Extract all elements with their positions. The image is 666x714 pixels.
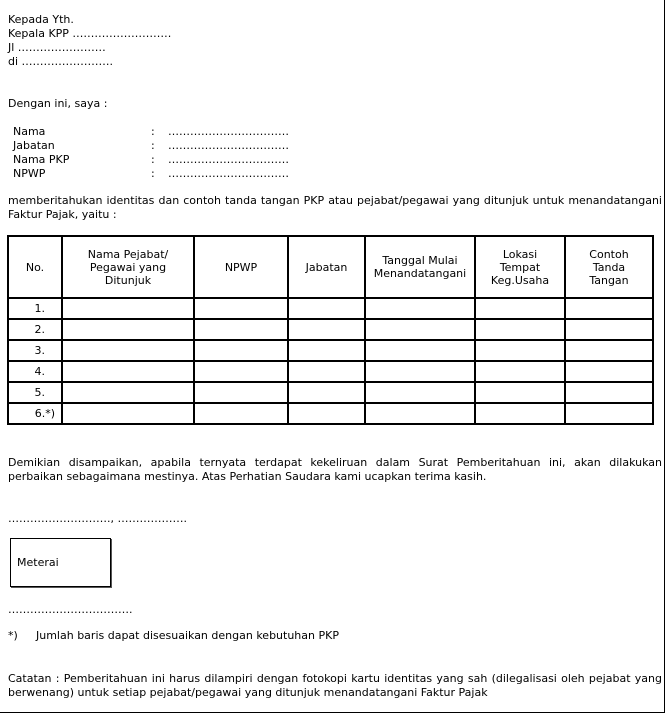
footnote-text: Jumlah baris dapat disesuaikan dengan kebutuhan PKP: [36, 629, 339, 642]
closing-paragraph: Demikian disampaikan, apabila ternyata terdapat kekeliruan dalam Surat Pemberitahuan ini, akan dilakukan perbaikan sebagaimana mestinya. Atas Perhatian Saudara kami ucapkan terima kasih.: [8, 456, 662, 483]
cell-name[interactable]: [62, 361, 194, 382]
cell-name[interactable]: [62, 382, 194, 403]
identity-value-position: ……………………………: [168, 139, 289, 152]
table-row: [8, 298, 653, 319]
cell-start-date[interactable]: [365, 319, 475, 340]
recipient-line-1: Kepada Yth.: [8, 13, 74, 26]
column-header-position: Jabatan: [288, 236, 365, 298]
cell-name[interactable]: [62, 403, 194, 424]
identity-label-name: Nama: [13, 125, 46, 138]
place-date-line: ………………………., ……………….: [8, 512, 187, 525]
cell-start-date[interactable]: [365, 340, 475, 361]
column-header-no: No.: [8, 236, 62, 298]
cell-location[interactable]: [475, 361, 565, 382]
cell-location[interactable]: [475, 319, 565, 340]
recipient-line-3: Jl ……………………: [8, 41, 106, 54]
cell-npwp[interactable]: [194, 340, 288, 361]
row-number: 1.: [8, 298, 62, 319]
table-header-row: [8, 236, 653, 298]
row-number: 5.: [8, 382, 62, 403]
recipient-line-4: di …………………….: [8, 55, 114, 68]
table-row: [8, 382, 653, 403]
cell-position[interactable]: [288, 403, 365, 424]
cell-npwp[interactable]: [194, 298, 288, 319]
cell-npwp[interactable]: [194, 382, 288, 403]
row-number: 2.: [8, 319, 62, 340]
cell-start-date[interactable]: [365, 361, 475, 382]
column-header-location: Lokasi Tempat Keg.Usaha: [475, 236, 565, 298]
cell-signature[interactable]: [565, 382, 653, 403]
cell-position[interactable]: [288, 319, 365, 340]
identity-label-position: Jabatan: [13, 139, 55, 152]
cell-signature[interactable]: [565, 361, 653, 382]
row-number: 3.: [8, 340, 62, 361]
signatory-table: [7, 235, 654, 425]
cell-npwp[interactable]: [194, 403, 288, 424]
identity-value-pkp-name: ……………………………: [168, 153, 289, 166]
row-number: 4.: [8, 361, 62, 382]
intro-text: Dengan ini, saya :: [8, 97, 108, 110]
identity-label-npwp: NPWP: [13, 167, 46, 180]
row-number: 6.*): [8, 403, 62, 424]
identity-colon: :: [151, 167, 155, 180]
cell-start-date[interactable]: [365, 298, 475, 319]
cell-location[interactable]: [475, 403, 565, 424]
table-row: [8, 361, 653, 382]
identity-value-name: ……………………………: [168, 125, 289, 138]
note-paragraph: Catatan : Pemberitahuan ini harus dilampiri dengan fotokopi kartu identitas yang sah (dilegalisasi oleh pejabat yang berwenang) untuk setiap pejabat/pegawai yang ditunjuk menandatangani Faktur Pajak: [8, 672, 662, 699]
cell-start-date[interactable]: [365, 382, 475, 403]
cell-name[interactable]: [62, 298, 194, 319]
identity-colon: :: [151, 139, 155, 152]
cell-signature[interactable]: [565, 403, 653, 424]
signature-line: …………………………….: [8, 603, 133, 616]
cell-location[interactable]: [475, 340, 565, 361]
cell-location[interactable]: [475, 298, 565, 319]
table-row: [8, 403, 653, 424]
cell-position[interactable]: [288, 382, 365, 403]
identity-colon: :: [151, 125, 155, 138]
column-header-start-date: Tanggal Mulai Menandatangani: [365, 236, 475, 298]
table-row: [8, 319, 653, 340]
column-header-npwp: NPWP: [194, 236, 288, 298]
identity-value-npwp: ……………………………: [168, 167, 289, 180]
stamp-box: [10, 538, 111, 587]
footnote-mark: *): [8, 629, 18, 642]
cell-position[interactable]: [288, 361, 365, 382]
identity-label-pkp-name: Nama PKP: [13, 153, 70, 166]
stamp-label: Meterai: [17, 556, 59, 569]
identity-colon: :: [151, 153, 155, 166]
statement-paragraph: memberitahukan identitas dan contoh tanda tangan PKP atau pejabat/pegawai yang ditunjuk untuk menandatangani Faktur Pajak, yaitu :: [8, 194, 662, 221]
cell-position[interactable]: [288, 298, 365, 319]
cell-signature[interactable]: [565, 319, 653, 340]
cell-npwp[interactable]: [194, 319, 288, 340]
cell-signature[interactable]: [565, 340, 653, 361]
cell-name[interactable]: [62, 319, 194, 340]
cell-signature[interactable]: [565, 298, 653, 319]
column-header-name: Nama Pejabat/ Pegawai yang Ditunjuk: [62, 236, 194, 298]
cell-npwp[interactable]: [194, 361, 288, 382]
cell-position[interactable]: [288, 340, 365, 361]
column-header-signature: Contoh Tanda Tangan: [565, 236, 653, 298]
table-row: [8, 340, 653, 361]
recipient-line-2: Kepala KPP ………………………: [8, 27, 172, 40]
cell-start-date[interactable]: [365, 403, 475, 424]
cell-name[interactable]: [62, 340, 194, 361]
cell-location[interactable]: [475, 382, 565, 403]
